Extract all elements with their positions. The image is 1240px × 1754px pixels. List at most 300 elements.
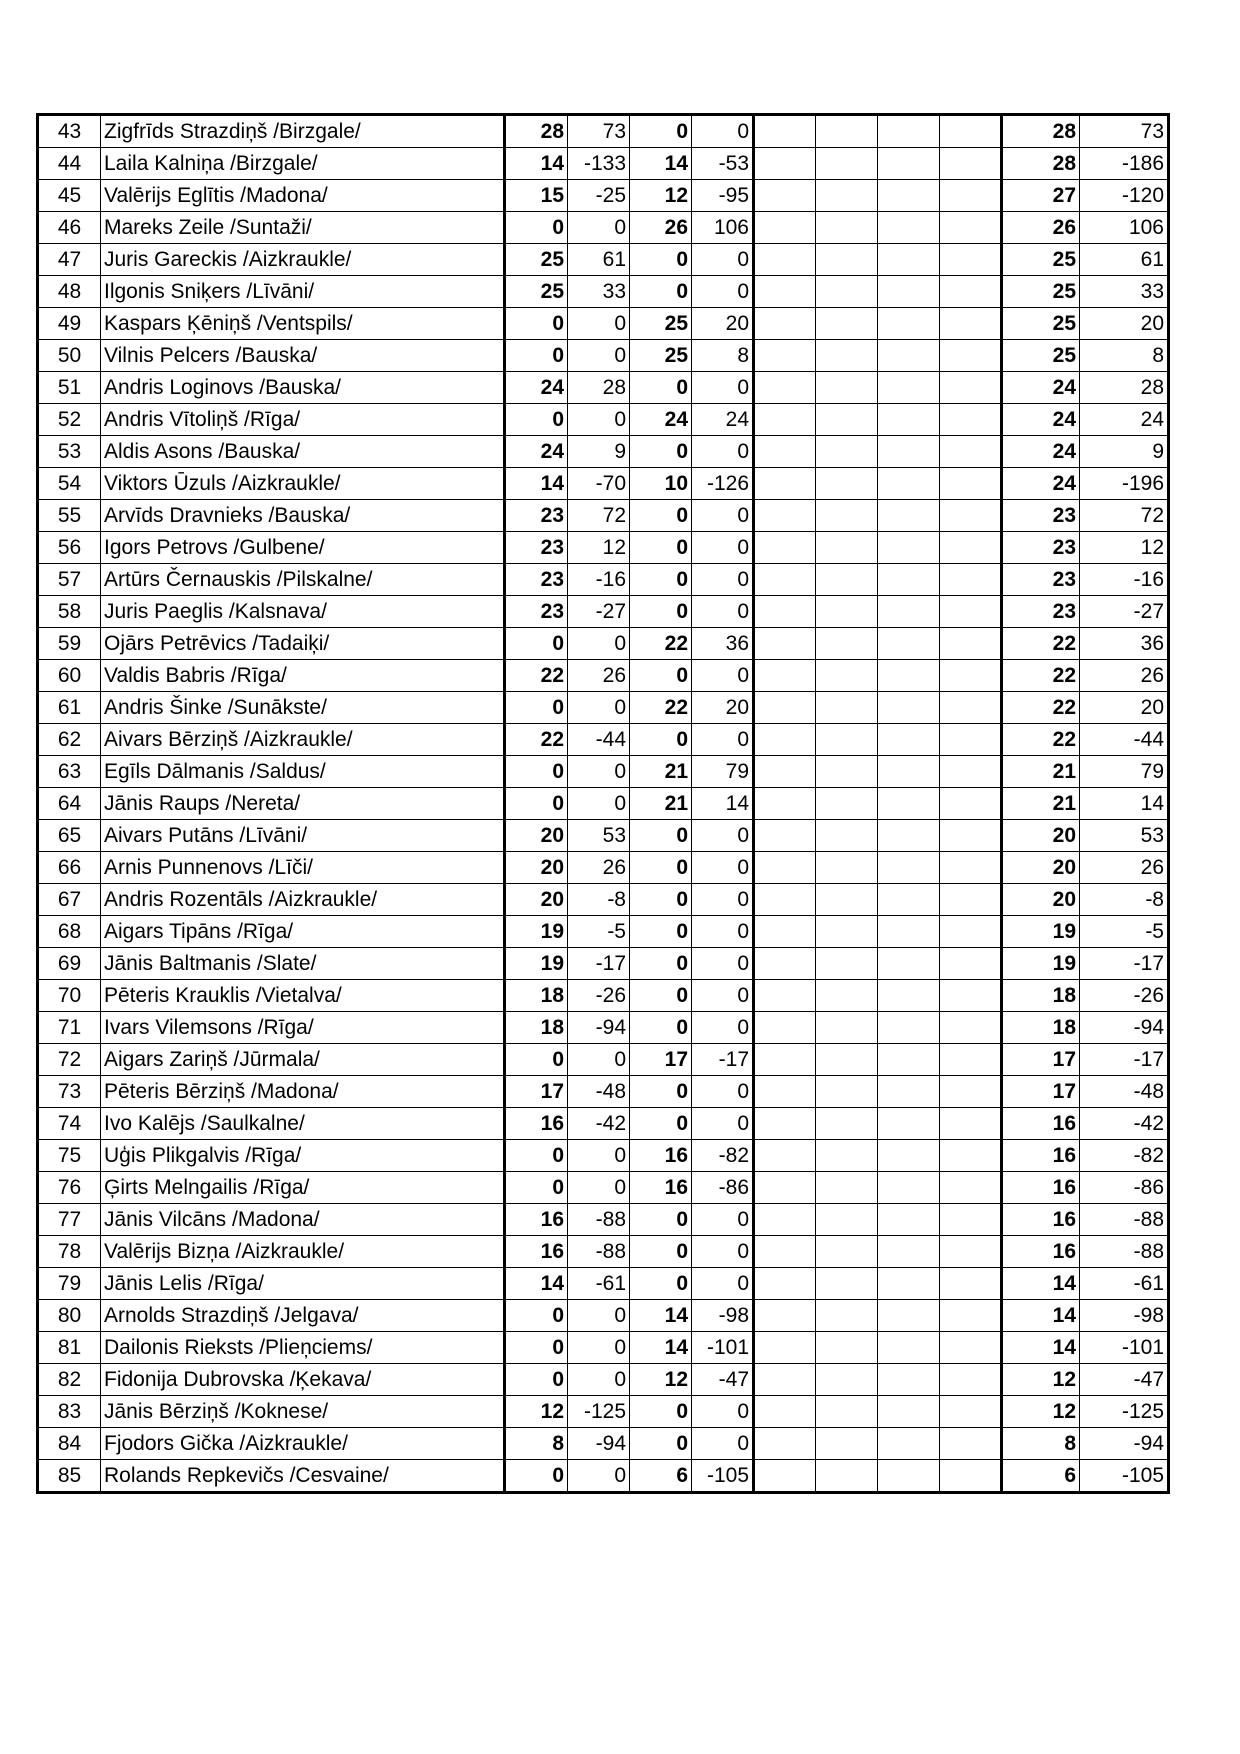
- stage1-points-cell: 20: [505, 884, 568, 916]
- stage3-points-cell: [754, 628, 816, 660]
- total-diff-cell: 20: [1080, 692, 1169, 724]
- stage3-points-cell: [754, 468, 816, 500]
- stage2-diff-cell: -126: [692, 468, 754, 500]
- stage1-diff-cell: 0: [568, 1140, 630, 1172]
- stage1-diff-cell: -94: [568, 1012, 630, 1044]
- stage1-points-cell: 14: [505, 468, 568, 500]
- stage4-points-cell: [878, 1204, 940, 1236]
- stage4-diff-cell: [940, 1012, 1002, 1044]
- total-points-cell: 12: [1002, 1396, 1080, 1428]
- place-cell: 68: [38, 916, 101, 948]
- stage1-diff-cell: -25: [568, 180, 630, 212]
- stage1-points-cell: 16: [505, 1204, 568, 1236]
- place-cell: 74: [38, 1108, 101, 1140]
- stage4-diff-cell: [940, 756, 1002, 788]
- stage1-points-cell: 0: [505, 308, 568, 340]
- player-name-cell: Andris Šinke /Sunākste/: [101, 692, 505, 724]
- stage2-diff-cell: -53: [692, 148, 754, 180]
- stage1-diff-cell: -70: [568, 468, 630, 500]
- table-row: [38, 404, 1169, 436]
- player-name-cell: Aldis Asons /Bauska/: [101, 436, 505, 468]
- total-diff-cell: -16: [1080, 564, 1169, 596]
- stage1-points-cell: 28: [505, 115, 568, 148]
- stage3-diff-cell: [816, 436, 878, 468]
- stage4-diff-cell: [940, 1204, 1002, 1236]
- place-cell: 75: [38, 1140, 101, 1172]
- stage2-diff-cell: -82: [692, 1140, 754, 1172]
- stage4-points-cell: [878, 340, 940, 372]
- results-table: [36, 113, 1170, 1494]
- total-diff-cell: -8: [1080, 884, 1169, 916]
- table-row: [38, 532, 1169, 564]
- table-row: [38, 980, 1169, 1012]
- stage3-diff-cell: [816, 244, 878, 276]
- stage2-diff-cell: 0: [692, 1428, 754, 1460]
- table-row: [38, 820, 1169, 852]
- stage1-points-cell: 23: [505, 564, 568, 596]
- total-points-cell: 23: [1002, 500, 1080, 532]
- place-cell: 71: [38, 1012, 101, 1044]
- total-diff-cell: -42: [1080, 1108, 1169, 1140]
- stage1-points-cell: 12: [505, 1396, 568, 1428]
- stage1-diff-cell: -8: [568, 884, 630, 916]
- stage3-points-cell: [754, 276, 816, 308]
- stage2-points-cell: 0: [630, 980, 692, 1012]
- stage3-points-cell: [754, 436, 816, 468]
- stage4-diff-cell: [940, 500, 1002, 532]
- stage1-points-cell: 22: [505, 724, 568, 756]
- table-row: [38, 1108, 1169, 1140]
- stage3-diff-cell: [816, 756, 878, 788]
- stage3-diff-cell: [816, 372, 878, 404]
- stage3-diff-cell: [816, 1332, 878, 1364]
- player-name-cell: Egīls Dālmanis /Saldus/: [101, 756, 505, 788]
- player-name-cell: Arnis Punnenovs /Līči/: [101, 852, 505, 884]
- stage4-diff-cell: [940, 532, 1002, 564]
- stage4-diff-cell: [940, 1428, 1002, 1460]
- stage3-diff-cell: [816, 820, 878, 852]
- stage3-diff-cell: [816, 628, 878, 660]
- stage1-points-cell: 0: [505, 212, 568, 244]
- total-points-cell: 22: [1002, 724, 1080, 756]
- player-name-cell: Aivars Putāns /Līvāni/: [101, 820, 505, 852]
- stage2-points-cell: 22: [630, 628, 692, 660]
- stage1-points-cell: 19: [505, 916, 568, 948]
- stage3-points-cell: [754, 404, 816, 436]
- player-name-cell: Artūrs Černauskis /Pilskalne/: [101, 564, 505, 596]
- place-cell: 83: [38, 1396, 101, 1428]
- stage2-points-cell: 0: [630, 660, 692, 692]
- stage3-points-cell: [754, 340, 816, 372]
- stage1-diff-cell: 0: [568, 1044, 630, 1076]
- total-diff-cell: 24: [1080, 404, 1169, 436]
- stage1-points-cell: 20: [505, 820, 568, 852]
- stage4-diff-cell: [940, 628, 1002, 660]
- total-diff-cell: 14: [1080, 788, 1169, 820]
- stage2-points-cell: 0: [630, 724, 692, 756]
- stage2-diff-cell: 0: [692, 244, 754, 276]
- stage3-points-cell: [754, 916, 816, 948]
- total-diff-cell: 33: [1080, 276, 1169, 308]
- stage4-points-cell: [878, 852, 940, 884]
- table-row: [38, 115, 1169, 148]
- stage4-points-cell: [878, 1268, 940, 1300]
- total-diff-cell: 79: [1080, 756, 1169, 788]
- stage1-points-cell: 23: [505, 596, 568, 628]
- total-diff-cell: -44: [1080, 724, 1169, 756]
- player-name-cell: Fidonija Dubrovska /Ķekava/: [101, 1364, 505, 1396]
- player-name-cell: Ilgonis Sniķers /Līvāni/: [101, 276, 505, 308]
- stage3-points-cell: [754, 948, 816, 980]
- stage1-points-cell: 16: [505, 1108, 568, 1140]
- table-row: [38, 852, 1169, 884]
- total-diff-cell: 8: [1080, 340, 1169, 372]
- player-name-cell: Pēteris Bērziņš /Madona/: [101, 1076, 505, 1108]
- stage4-diff-cell: [940, 340, 1002, 372]
- stage1-points-cell: 23: [505, 532, 568, 564]
- table-row: [38, 244, 1169, 276]
- stage1-diff-cell: 28: [568, 372, 630, 404]
- stage2-points-cell: 0: [630, 1076, 692, 1108]
- total-diff-cell: -61: [1080, 1268, 1169, 1300]
- player-name-cell: Aigars Tipāns /Rīga/: [101, 916, 505, 948]
- stage2-diff-cell: 0: [692, 980, 754, 1012]
- total-points-cell: 22: [1002, 692, 1080, 724]
- table-row: [38, 1364, 1169, 1396]
- total-diff-cell: -125: [1080, 1396, 1169, 1428]
- stage4-diff-cell: [940, 724, 1002, 756]
- total-diff-cell: -86: [1080, 1172, 1169, 1204]
- stage2-diff-cell: 20: [692, 308, 754, 340]
- stage1-points-cell: 25: [505, 244, 568, 276]
- stage2-diff-cell: 0: [692, 500, 754, 532]
- place-cell: 55: [38, 500, 101, 532]
- total-points-cell: 21: [1002, 756, 1080, 788]
- player-name-cell: Aigars Zariņš /Jūrmala/: [101, 1044, 505, 1076]
- stage1-diff-cell: -5: [568, 916, 630, 948]
- total-diff-cell: -105: [1080, 1460, 1169, 1493]
- stage4-points-cell: [878, 788, 940, 820]
- stage2-points-cell: 0: [630, 820, 692, 852]
- stage2-diff-cell: 0: [692, 372, 754, 404]
- stage4-points-cell: [878, 564, 940, 596]
- stage4-diff-cell: [940, 596, 1002, 628]
- stage3-points-cell: [754, 148, 816, 180]
- stage2-points-cell: 0: [630, 852, 692, 884]
- stage1-points-cell: 17: [505, 1076, 568, 1108]
- stage4-diff-cell: [940, 820, 1002, 852]
- stage2-points-cell: 14: [630, 1300, 692, 1332]
- stage4-diff-cell: [940, 1300, 1002, 1332]
- stage4-diff-cell: [940, 1268, 1002, 1300]
- stage1-diff-cell: 0: [568, 308, 630, 340]
- stage3-diff-cell: [816, 1300, 878, 1332]
- table-row: [38, 1140, 1169, 1172]
- stage4-points-cell: [878, 1396, 940, 1428]
- stage1-diff-cell: -26: [568, 980, 630, 1012]
- total-diff-cell: -17: [1080, 1044, 1169, 1076]
- stage2-points-cell: 0: [630, 500, 692, 532]
- total-points-cell: 16: [1002, 1140, 1080, 1172]
- player-name-cell: Ģirts Melngailis /Rīga/: [101, 1172, 505, 1204]
- stage3-points-cell: [754, 180, 816, 212]
- player-name-cell: Jānis Bērziņš /Koknese/: [101, 1396, 505, 1428]
- stage3-diff-cell: [816, 308, 878, 340]
- stage4-points-cell: [878, 1140, 940, 1172]
- player-name-cell: Arvīds Dravnieks /Bauska/: [101, 500, 505, 532]
- stage2-points-cell: 21: [630, 788, 692, 820]
- total-diff-cell: 26: [1080, 660, 1169, 692]
- stage1-points-cell: 0: [505, 1044, 568, 1076]
- stage3-diff-cell: [816, 180, 878, 212]
- stage1-diff-cell: 12: [568, 532, 630, 564]
- stage1-diff-cell: 0: [568, 1300, 630, 1332]
- place-cell: 80: [38, 1300, 101, 1332]
- player-name-cell: Kaspars Ķēniņš /Ventspils/: [101, 308, 505, 340]
- player-name-cell: Uģis Plikgalvis /Rīga/: [101, 1140, 505, 1172]
- place-cell: 58: [38, 596, 101, 628]
- table-row: [38, 948, 1169, 980]
- player-name-cell: Vilnis Pelcers /Bauska/: [101, 340, 505, 372]
- stage3-diff-cell: [816, 980, 878, 1012]
- total-points-cell: 24: [1002, 372, 1080, 404]
- stage2-points-cell: 22: [630, 692, 692, 724]
- player-name-cell: Mareks Zeile /Suntaži/: [101, 212, 505, 244]
- place-cell: 60: [38, 660, 101, 692]
- stage3-points-cell: [754, 244, 816, 276]
- total-points-cell: 20: [1002, 884, 1080, 916]
- stage1-diff-cell: -125: [568, 1396, 630, 1428]
- place-cell: 46: [38, 212, 101, 244]
- stage3-points-cell: [754, 884, 816, 916]
- place-cell: 45: [38, 180, 101, 212]
- stage3-diff-cell: [816, 1172, 878, 1204]
- stage4-diff-cell: [940, 1108, 1002, 1140]
- total-diff-cell: 28: [1080, 372, 1169, 404]
- results-body: [38, 115, 1169, 1493]
- stage3-points-cell: [754, 1140, 816, 1172]
- place-cell: 64: [38, 788, 101, 820]
- total-diff-cell: -27: [1080, 596, 1169, 628]
- stage3-points-cell: [754, 532, 816, 564]
- stage3-points-cell: [754, 1044, 816, 1076]
- total-diff-cell: -48: [1080, 1076, 1169, 1108]
- stage4-points-cell: [878, 404, 940, 436]
- stage1-diff-cell: 73: [568, 115, 630, 148]
- total-points-cell: 19: [1002, 948, 1080, 980]
- stage3-points-cell: [754, 1204, 816, 1236]
- stage1-points-cell: 14: [505, 148, 568, 180]
- stage3-diff-cell: [816, 1460, 878, 1493]
- stage2-diff-cell: 0: [692, 596, 754, 628]
- stage2-diff-cell: 0: [692, 1076, 754, 1108]
- stage1-points-cell: 0: [505, 1364, 568, 1396]
- stage3-diff-cell: [816, 1428, 878, 1460]
- stage1-diff-cell: 0: [568, 756, 630, 788]
- stage1-diff-cell: -88: [568, 1236, 630, 1268]
- table-row: [38, 1076, 1169, 1108]
- total-diff-cell: -101: [1080, 1332, 1169, 1364]
- stage1-points-cell: 0: [505, 692, 568, 724]
- stage4-diff-cell: [940, 916, 1002, 948]
- stage2-diff-cell: -101: [692, 1332, 754, 1364]
- stage2-diff-cell: 8: [692, 340, 754, 372]
- stage4-diff-cell: [940, 1236, 1002, 1268]
- table-row: [38, 1300, 1169, 1332]
- stage4-points-cell: [878, 1236, 940, 1268]
- stage2-diff-cell: 14: [692, 788, 754, 820]
- stage4-diff-cell: [940, 980, 1002, 1012]
- total-diff-cell: -82: [1080, 1140, 1169, 1172]
- place-cell: 43: [38, 115, 101, 148]
- stage4-diff-cell: [940, 1332, 1002, 1364]
- stage1-diff-cell: 0: [568, 340, 630, 372]
- stage2-diff-cell: 24: [692, 404, 754, 436]
- player-name-cell: Jānis Raups /Nereta/: [101, 788, 505, 820]
- stage2-diff-cell: -47: [692, 1364, 754, 1396]
- stage1-points-cell: 0: [505, 404, 568, 436]
- stage4-diff-cell: [940, 884, 1002, 916]
- stage4-points-cell: [878, 884, 940, 916]
- stage4-diff-cell: [940, 1172, 1002, 1204]
- stage4-points-cell: [878, 308, 940, 340]
- stage3-points-cell: [754, 1268, 816, 1300]
- table-row: [38, 436, 1169, 468]
- table-row: [38, 564, 1169, 596]
- player-name-cell: Laila Kalniņa /Birzgale/: [101, 148, 505, 180]
- stage2-diff-cell: 0: [692, 1268, 754, 1300]
- stage4-points-cell: [878, 148, 940, 180]
- total-points-cell: 17: [1002, 1044, 1080, 1076]
- player-name-cell: Juris Paeglis /Kalsnava/: [101, 596, 505, 628]
- total-points-cell: 24: [1002, 436, 1080, 468]
- place-cell: 65: [38, 820, 101, 852]
- stage4-points-cell: [878, 980, 940, 1012]
- stage2-diff-cell: 36: [692, 628, 754, 660]
- stage1-points-cell: 14: [505, 1268, 568, 1300]
- total-points-cell: 21: [1002, 788, 1080, 820]
- table-row: [38, 724, 1169, 756]
- stage2-points-cell: 21: [630, 756, 692, 788]
- stage3-points-cell: [754, 372, 816, 404]
- stage2-diff-cell: -17: [692, 1044, 754, 1076]
- stage2-points-cell: 0: [630, 884, 692, 916]
- stage3-diff-cell: [816, 596, 878, 628]
- total-diff-cell: -186: [1080, 148, 1169, 180]
- stage2-points-cell: 16: [630, 1140, 692, 1172]
- total-points-cell: 16: [1002, 1204, 1080, 1236]
- stage2-diff-cell: -98: [692, 1300, 754, 1332]
- table-row: [38, 276, 1169, 308]
- stage3-points-cell: [754, 1396, 816, 1428]
- stage1-diff-cell: -42: [568, 1108, 630, 1140]
- stage1-points-cell: 0: [505, 340, 568, 372]
- stage1-points-cell: 19: [505, 948, 568, 980]
- stage1-points-cell: 24: [505, 436, 568, 468]
- stage1-points-cell: 0: [505, 1300, 568, 1332]
- stage2-points-cell: 0: [630, 1268, 692, 1300]
- stage2-diff-cell: 0: [692, 916, 754, 948]
- stage4-points-cell: [878, 500, 940, 532]
- stage2-points-cell: 0: [630, 1108, 692, 1140]
- stage3-diff-cell: [816, 532, 878, 564]
- stage2-diff-cell: 0: [692, 1108, 754, 1140]
- stage4-points-cell: [878, 244, 940, 276]
- table-row: [38, 468, 1169, 500]
- stage3-diff-cell: [816, 1044, 878, 1076]
- player-name-cell: Aivars Bērziņš /Aizkraukle/: [101, 724, 505, 756]
- table-row: [38, 1172, 1169, 1204]
- stage2-points-cell: 25: [630, 340, 692, 372]
- stage4-points-cell: [878, 532, 940, 564]
- stage4-diff-cell: [940, 788, 1002, 820]
- place-cell: 48: [38, 276, 101, 308]
- stage3-points-cell: [754, 1108, 816, 1140]
- total-points-cell: 14: [1002, 1300, 1080, 1332]
- stage4-diff-cell: [940, 244, 1002, 276]
- player-name-cell: Dailonis Rieksts /Plieņciems/: [101, 1332, 505, 1364]
- stage2-points-cell: 14: [630, 148, 692, 180]
- stage3-diff-cell: [816, 1268, 878, 1300]
- total-diff-cell: 72: [1080, 500, 1169, 532]
- place-cell: 70: [38, 980, 101, 1012]
- stage2-points-cell: 0: [630, 1428, 692, 1460]
- player-name-cell: Viktors Ūzuls /Aizkraukle/: [101, 468, 505, 500]
- stage4-diff-cell: [940, 692, 1002, 724]
- stage3-points-cell: [754, 564, 816, 596]
- stage2-points-cell: 0: [630, 948, 692, 980]
- stage2-points-cell: 6: [630, 1460, 692, 1493]
- total-points-cell: 25: [1002, 340, 1080, 372]
- stage4-points-cell: [878, 724, 940, 756]
- place-cell: 52: [38, 404, 101, 436]
- stage1-points-cell: 16: [505, 1236, 568, 1268]
- stage4-points-cell: [878, 115, 940, 148]
- stage1-diff-cell: 0: [568, 1172, 630, 1204]
- total-diff-cell: -94: [1080, 1428, 1169, 1460]
- stage3-diff-cell: [816, 1236, 878, 1268]
- stage3-points-cell: [754, 1428, 816, 1460]
- place-cell: 56: [38, 532, 101, 564]
- stage2-diff-cell: 106: [692, 212, 754, 244]
- stage2-points-cell: 12: [630, 180, 692, 212]
- stage4-points-cell: [878, 180, 940, 212]
- stage3-diff-cell: [816, 115, 878, 148]
- stage1-diff-cell: 26: [568, 660, 630, 692]
- stage3-diff-cell: [816, 884, 878, 916]
- stage3-diff-cell: [816, 500, 878, 532]
- total-points-cell: 23: [1002, 564, 1080, 596]
- stage2-diff-cell: 0: [692, 820, 754, 852]
- stage2-points-cell: 0: [630, 115, 692, 148]
- stage1-diff-cell: 0: [568, 212, 630, 244]
- stage4-points-cell: [878, 1428, 940, 1460]
- stage3-diff-cell: [816, 404, 878, 436]
- stage2-diff-cell: 0: [692, 1396, 754, 1428]
- stage4-diff-cell: [940, 1140, 1002, 1172]
- total-points-cell: 28: [1002, 115, 1080, 148]
- player-name-cell: Valdis Babris /Rīga/: [101, 660, 505, 692]
- stage1-diff-cell: 61: [568, 244, 630, 276]
- total-points-cell: 16: [1002, 1108, 1080, 1140]
- stage1-points-cell: 0: [505, 628, 568, 660]
- total-points-cell: 20: [1002, 820, 1080, 852]
- place-cell: 73: [38, 1076, 101, 1108]
- table-row: [38, 1428, 1169, 1460]
- total-points-cell: 23: [1002, 596, 1080, 628]
- stage4-points-cell: [878, 628, 940, 660]
- place-cell: 63: [38, 756, 101, 788]
